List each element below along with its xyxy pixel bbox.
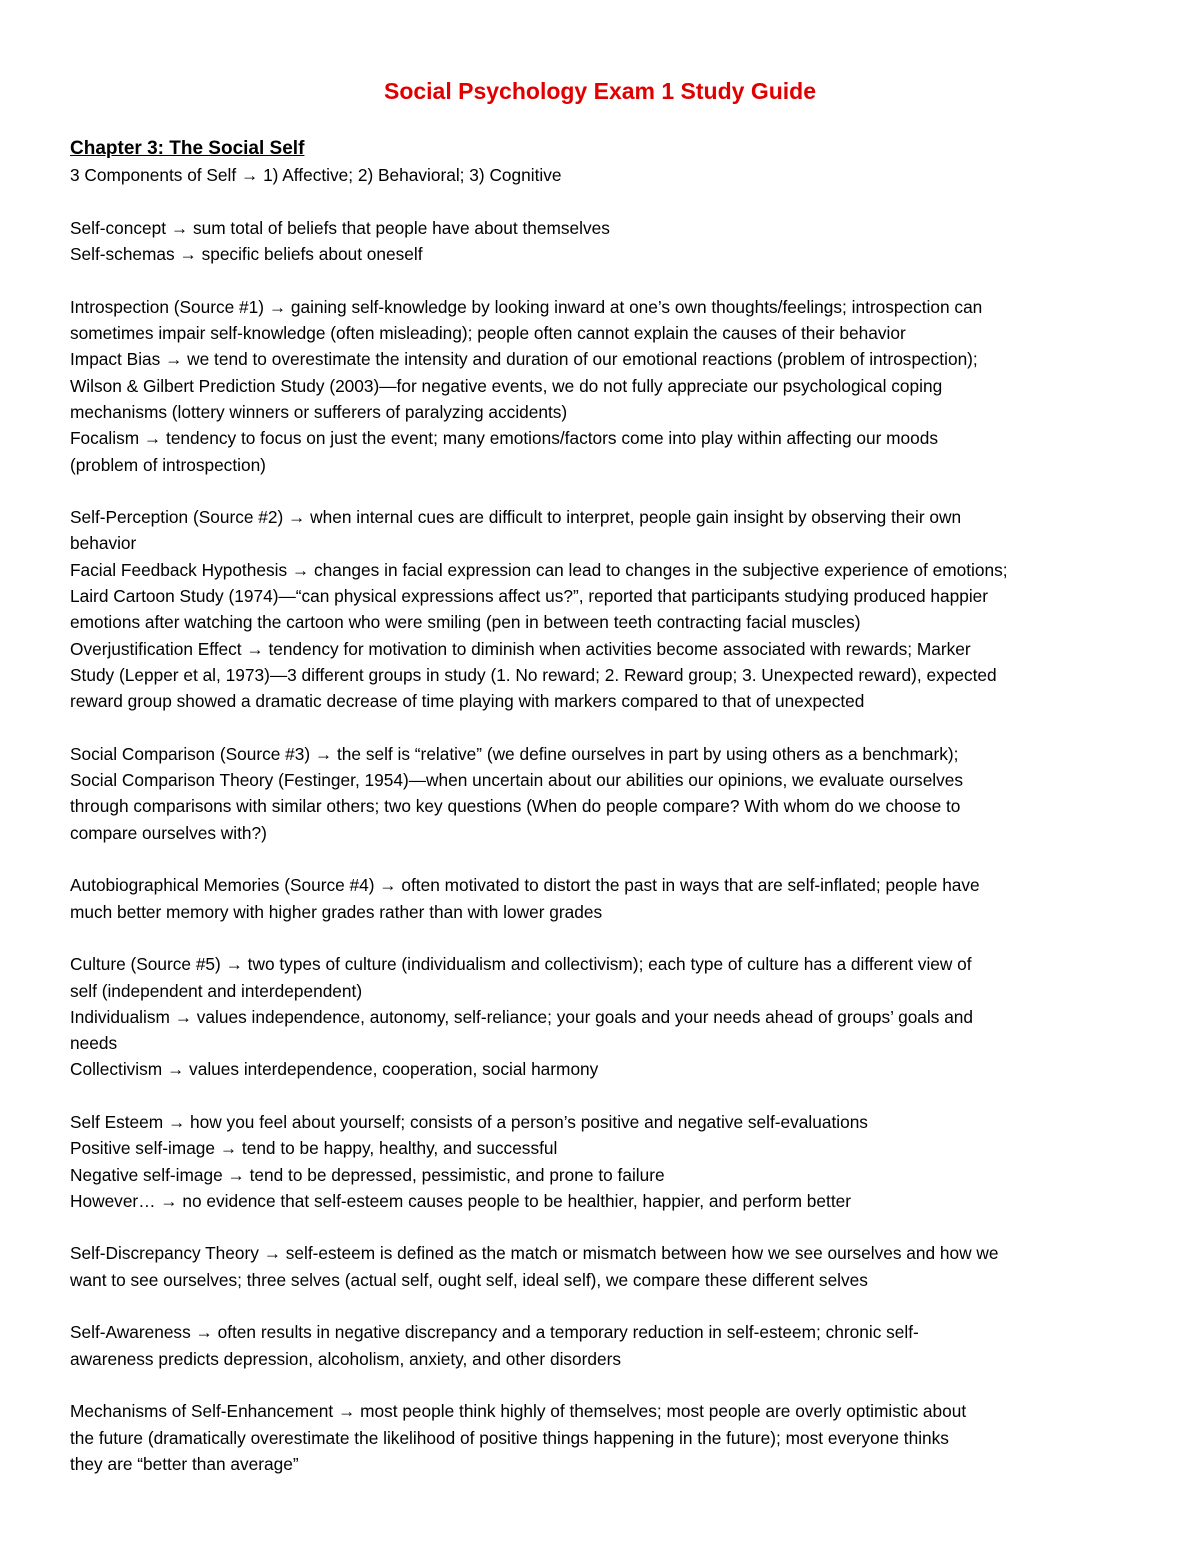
blank-line	[70, 1214, 1140, 1240]
text-line: Positive self-image → tend to be happy, healthy, and successful	[70, 1138, 558, 1159]
document-body	[70, 136, 1140, 1477]
text-line: needs	[70, 1033, 118, 1054]
text-line: compare ourselves with?)	[70, 822, 267, 843]
text-line: Overjustification Effect → tendency for motivation to diminish when activities become associated with rewards; Marker	[70, 638, 971, 659]
document-title: Social Psychology Exam 1 Study Guide	[383, 78, 817, 104]
text-line: Focalism → tendency to focus on just the event; many emotions/factors come into play within affecting our moods	[70, 428, 939, 449]
blank-line	[70, 715, 1140, 741]
text-line: Individualism → values independence, autonomy, self-reliance; your goals and your needs ahead of groups’ goals and	[70, 1006, 974, 1027]
blank-line	[70, 1293, 1140, 1319]
text-line: Study (Lepper et al, 1973)—3 different groups in study (1. No reward; 2. Reward group; 3. Unexpected reward), expected	[70, 664, 997, 685]
text-line: Social Comparison (Source #3) → the self is “relative” (we define ourselves in part by using others as a benchmark);	[70, 743, 959, 764]
blank-line	[70, 478, 1140, 504]
text-line: sometimes impair self-knowledge (often misleading); people often cannot explain the causes of their behavior	[70, 323, 906, 344]
text-line: Wilson & Gilbert Prediction Study (2003)—for negative events, we do not fully appreciate our psychological coping	[70, 375, 943, 396]
blank-line	[70, 267, 1140, 293]
text-lines	[70, 162, 1140, 1477]
text-line: the future (dramatically overestimate the likelihood of positive things happening in the future); most everyone thinks	[70, 1427, 949, 1448]
text-line: behavior	[70, 533, 137, 554]
text-line: much better memory with higher grades rather than with lower grades	[70, 901, 603, 922]
text-line: Social Comparison Theory (Festinger, 1954)—when uncertain about our abilities our opinions, we evaluate ourselves	[70, 770, 964, 791]
text-line: Self Esteem → how you feel about yourself; consists of a person’s positive and negative self-evaluations	[70, 1111, 868, 1132]
text-line: However… → no evidence that self-esteem causes people to be healthier, happier, and perform better	[70, 1190, 851, 1211]
text-line: (problem of introspection)	[70, 454, 266, 475]
blank-line	[70, 1372, 1140, 1398]
text-line: Self-Awareness → often results in negative discrepancy and a temporary reduction in self-esteem; chronic self-	[70, 1322, 919, 1343]
text-line: reward group showed a dramatic decrease of time playing with markers compared to that of unexpected	[70, 691, 865, 712]
text-line: Self-Discrepancy Theory → self-esteem is defined as the match or mismatch between how we see ourselves and how we	[70, 1243, 999, 1264]
text-line: Laird Cartoon Study (1974)—“can physical expressions affect us?”, reported that participants studying produced happier	[70, 586, 989, 607]
text-line: Culture (Source #5) → two types of culture (individualism and collectivism); each type of culture has a different view of	[70, 954, 972, 975]
blank-line	[70, 189, 1140, 215]
text-line: 3 Components of Self → 1) Affective; 2) Behavioral; 3) Cognitive	[70, 165, 562, 186]
text-line: Collectivism → values interdependence, cooperation, social harmony	[70, 1059, 599, 1080]
text-line: self (independent and interdependent)	[70, 980, 363, 1001]
text-line: Mechanisms of Self-Enhancement → most people think highly of themselves; most people are overly optimistic about	[70, 1401, 967, 1422]
text-line: Facial Feedback Hypothesis → changes in facial expression can lead to changes in the subjective experience of emotions;	[70, 559, 1008, 580]
text-line: Autobiographical Memories (Source #4) → often motivated to distort the past in ways that are self-inflated; people have	[70, 875, 980, 896]
text-line: mechanisms (lottery winners or sufferers of paralyzing accidents)	[70, 401, 568, 422]
text-line: Introspection (Source #1) → gaining self-knowledge by looking inward at one’s own thoughts/feelings; introspection can	[70, 296, 983, 317]
text-line: Negative self-image → tend to be depressed, pessimistic, and prone to failure	[70, 1164, 665, 1185]
text-line: Self-schemas → specific beliefs about oneself	[70, 244, 423, 265]
text-line: Self-concept → sum total of beliefs that people have about themselves	[70, 217, 610, 238]
text-line: through comparisons with similar others; two key questions (When do people compare? With whom do we choose to	[70, 796, 961, 817]
text-line: they are “better than average”	[70, 1453, 299, 1474]
text-line: Self-Perception (Source #2) → when internal cues are difficult to interpret, people gain insight by observing their own	[70, 507, 962, 528]
blank-line	[70, 1083, 1140, 1109]
text-line: awareness predicts depression, alcoholism, anxiety, and other disorders	[70, 1348, 622, 1369]
chapter-heading: Chapter 3: The Social Self	[70, 138, 305, 159]
text-line: Impact Bias → we tend to overestimate the intensity and duration of our emotional reactions (problem of introspection);	[70, 349, 978, 370]
blank-line	[70, 925, 1140, 951]
blank-line	[70, 846, 1140, 872]
text-line: want to see ourselves; three selves (actual self, ought self, ideal self), we compare these different selves	[70, 1269, 868, 1290]
text-line: emotions after watching the cartoon who were smiling (pen in between teeth contracting facial muscles)	[70, 612, 861, 633]
